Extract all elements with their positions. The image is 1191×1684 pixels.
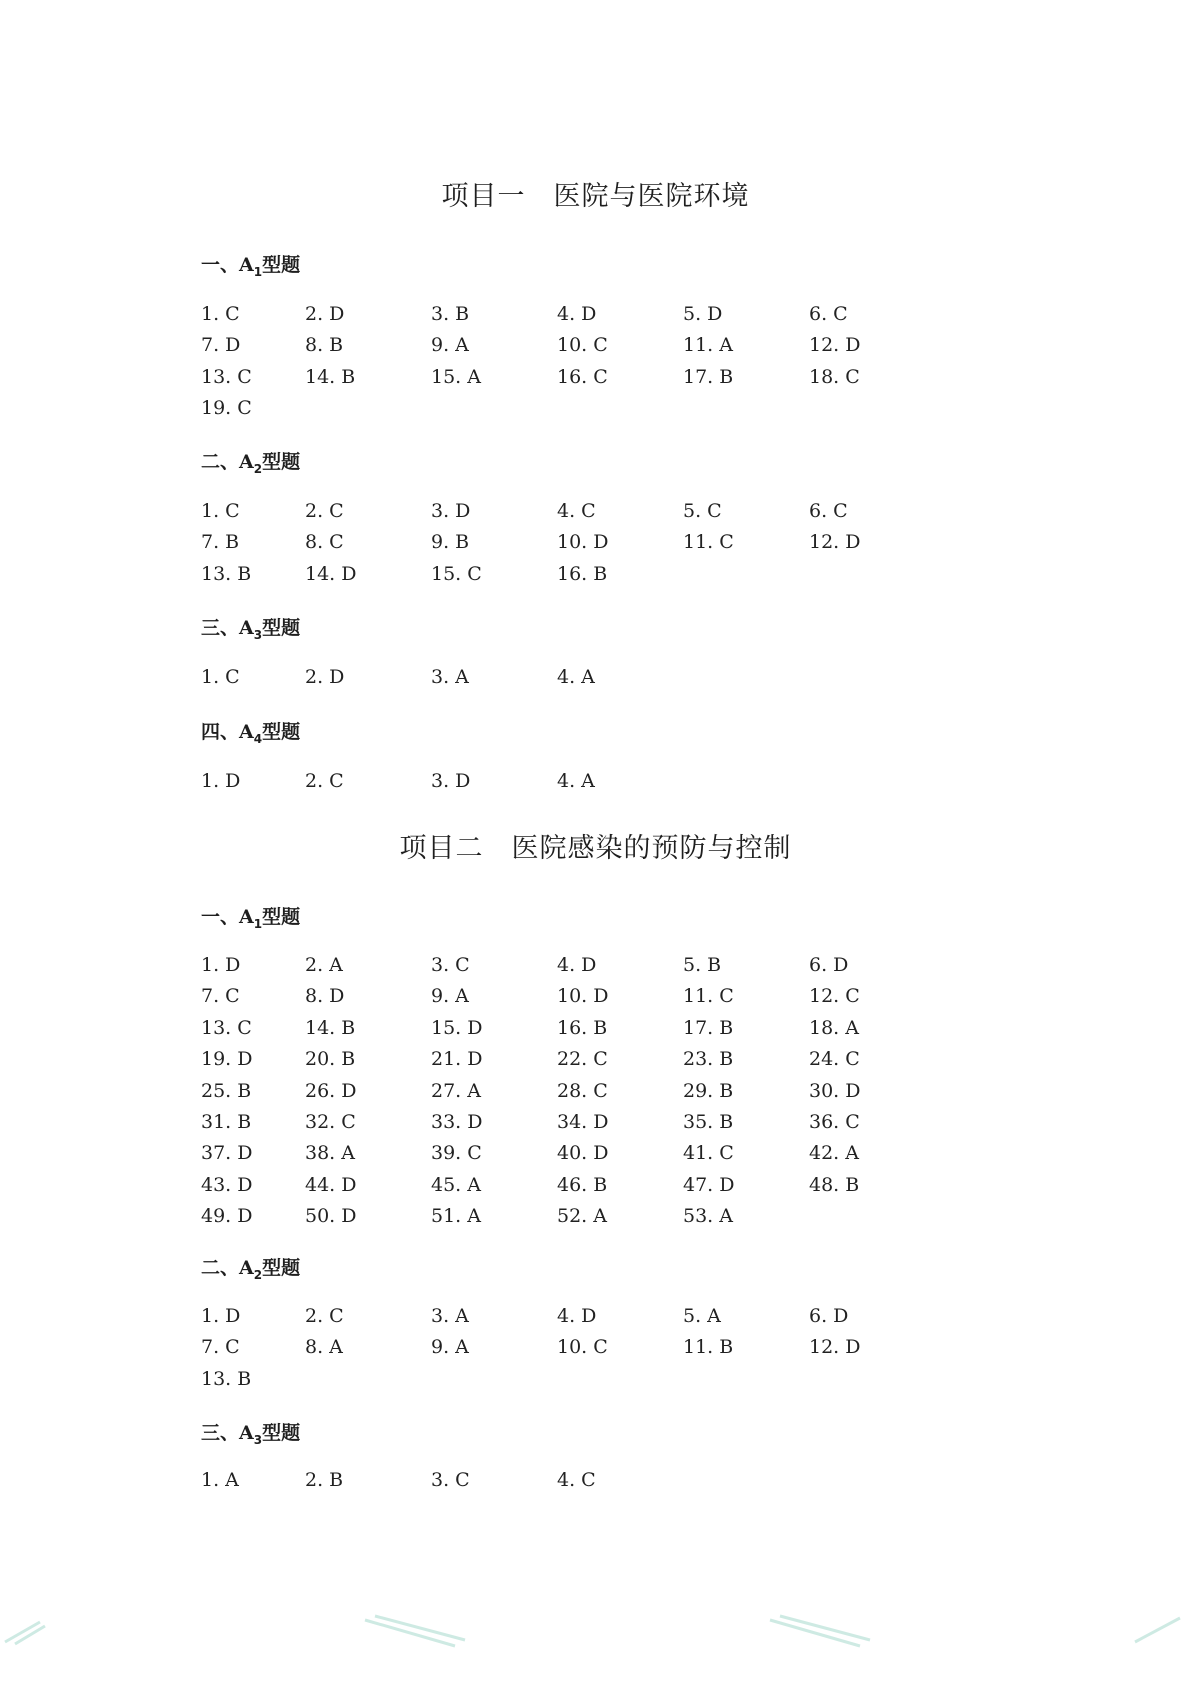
answer-item: 25. B <box>201 1079 252 1102</box>
p2-section-2-heading: 二、$A_2$型题 <box>201 1257 301 1282</box>
answer-item: 7. D <box>201 334 241 357</box>
answer-item: 20. B <box>305 1048 356 1071</box>
answer-item: 17. B <box>683 1016 734 1039</box>
answer-row <box>201 1465 1101 1496</box>
answer-item: 35. B <box>683 1110 734 1133</box>
answer-item: 2. D <box>305 666 345 688</box>
answer-item: 2. A <box>305 954 343 976</box>
answer-item: 3. C <box>431 954 470 976</box>
answer-row <box>201 662 1101 693</box>
answer-item: 30. D <box>809 1079 861 1102</box>
answer-item: 3. C <box>431 1469 470 1491</box>
answer-item: 8. B <box>305 334 344 357</box>
answer-item: 42. A <box>809 1142 859 1165</box>
p1-section-1-answers <box>201 299 1101 425</box>
answer-row <box>201 330 1101 361</box>
answer-item: 12. D <box>809 1336 861 1359</box>
answer-row <box>201 1076 1101 1107</box>
watermark-icon <box>760 1612 880 1652</box>
answer-item: 11. C <box>683 985 734 1008</box>
answer-item: 24. C <box>809 1048 860 1071</box>
answer-item: 2. D <box>305 303 345 325</box>
answer-item: 9. A <box>431 334 469 357</box>
answer-row <box>201 1301 1101 1332</box>
answer-item: 16. B <box>557 1016 608 1039</box>
answer-item: 17. B <box>683 365 734 388</box>
answer-row <box>201 1201 1101 1232</box>
answer-item: 4. D <box>557 1305 597 1327</box>
answer-item: 15. C <box>431 562 482 585</box>
answer-item: 13. C <box>201 1016 252 1039</box>
answer-row <box>201 393 1101 424</box>
p1-section-4-answers <box>201 766 1101 797</box>
p1-section-1-heading: 一、$A_1$型题 <box>201 254 301 279</box>
answer-row <box>201 950 1101 981</box>
p2-section-1-answers <box>201 950 1101 1233</box>
answer-item: 10. C <box>557 334 608 357</box>
answer-item: 2. B <box>305 1469 344 1491</box>
p1-section-2-heading: 二、$A_2$型题 <box>201 451 301 476</box>
answer-row <box>201 981 1101 1012</box>
answer-item: 3. A <box>431 1305 469 1327</box>
answer-item: 15. A <box>431 365 481 388</box>
answer-item: 53. A <box>683 1205 733 1228</box>
answer-item: 12. C <box>809 985 860 1008</box>
answer-item: 1. D <box>201 770 241 792</box>
answer-item: 1. C <box>201 500 240 522</box>
answer-item: 21. D <box>431 1048 483 1071</box>
project-1-title: 项目一 医院与医院环境 <box>441 181 750 212</box>
answer-item: 5. C <box>683 500 722 522</box>
answer-item: 48. B <box>809 1173 860 1196</box>
answer-item: 46. B <box>557 1173 608 1196</box>
answer-item: 39. C <box>431 1142 482 1165</box>
answer-row <box>201 559 1101 590</box>
p2-section-1-heading: 一、$A_1$型题 <box>201 906 301 931</box>
answer-item: 6. C <box>809 303 848 325</box>
p2-section-3-answers <box>201 1465 1101 1496</box>
p1-section-4-heading: 四、$A_4$型题 <box>201 721 301 746</box>
answer-item: 49. D <box>201 1205 253 1228</box>
answer-row <box>201 496 1101 527</box>
answer-item: 23. B <box>683 1048 734 1071</box>
answer-item: 9. B <box>431 531 470 554</box>
p2-section-3-heading: 三、$A_3$型题 <box>201 1422 301 1447</box>
answer-item: 3. D <box>431 770 471 792</box>
answer-item: 7. C <box>201 985 240 1008</box>
answer-item: 12. D <box>809 531 861 554</box>
answer-item: 31. B <box>201 1110 252 1133</box>
answer-item: 18. A <box>809 1016 859 1039</box>
answer-item: 4. C <box>557 500 596 522</box>
answer-item: 3. B <box>431 303 470 325</box>
answer-item: 37. D <box>201 1142 253 1165</box>
answer-item: 1. A <box>201 1469 239 1491</box>
answer-item: 34. D <box>557 1110 609 1133</box>
project-2-title: 项目二 医院感染的预防与控制 <box>399 833 792 864</box>
answer-item: 27. A <box>431 1079 481 1102</box>
answer-item: 6. D <box>809 1305 849 1327</box>
answer-item: 10. D <box>557 985 609 1008</box>
answer-item: 5. B <box>683 954 722 976</box>
answer-item: 1. C <box>201 303 240 325</box>
answer-row <box>201 766 1101 797</box>
watermark-icon <box>0 1612 120 1652</box>
answer-item: 13. B <box>201 562 252 585</box>
answer-item: 47. D <box>683 1173 735 1196</box>
answer-item: 15. D <box>431 1016 483 1039</box>
answer-item: 2. C <box>305 770 344 792</box>
answer-row <box>201 527 1101 558</box>
answer-row <box>201 1013 1101 1044</box>
answer-item: 16. C <box>557 365 608 388</box>
answer-item: 11. B <box>683 1336 734 1359</box>
answer-item: 2. C <box>305 500 344 522</box>
answer-item: 6. C <box>809 500 848 522</box>
watermark-icon <box>355 1612 475 1652</box>
answer-item: 10. D <box>557 531 609 554</box>
answer-item: 5. D <box>683 303 723 325</box>
answer-item: 1. D <box>201 1305 241 1327</box>
answer-row <box>201 1107 1101 1138</box>
answer-item: 10. C <box>557 1336 608 1359</box>
answer-item: 1. D <box>201 954 241 976</box>
p2-section-2-answers <box>201 1301 1101 1395</box>
answer-item: 45. A <box>431 1173 481 1196</box>
answer-item: 26. D <box>305 1079 357 1102</box>
answer-item: 13. C <box>201 365 252 388</box>
answer-item: 4. A <box>557 770 595 792</box>
p1-section-2-answers <box>201 496 1101 590</box>
answer-item: 29. B <box>683 1079 734 1102</box>
answer-item: 4. D <box>557 303 597 325</box>
answer-item: 13. B <box>201 1367 252 1390</box>
answer-item: 32. C <box>305 1110 356 1133</box>
answer-item: 28. C <box>557 1079 608 1102</box>
answer-item: 22. C <box>557 1048 608 1071</box>
answer-item: 14. D <box>305 562 357 585</box>
answer-item: 44. D <box>305 1173 357 1196</box>
answer-item: 51. A <box>431 1205 481 1228</box>
answer-item: 41. C <box>683 1142 734 1165</box>
answer-item: 8. A <box>305 1336 343 1359</box>
answer-item: 3. A <box>431 666 469 688</box>
answer-row <box>201 362 1101 393</box>
answer-item: 2. C <box>305 1305 344 1327</box>
answer-item: 36. C <box>809 1110 860 1133</box>
answer-row <box>201 1138 1101 1169</box>
answer-row <box>201 1044 1101 1075</box>
answer-item: 6. D <box>809 954 849 976</box>
answer-row <box>201 299 1101 330</box>
answer-item: 9. A <box>431 985 469 1008</box>
answer-item: 9. A <box>431 1336 469 1359</box>
answer-item: 4. C <box>557 1469 596 1491</box>
answer-item: 4. A <box>557 666 595 688</box>
answer-item: 7. B <box>201 531 240 554</box>
answer-row <box>201 1364 1101 1395</box>
watermark-icon <box>1130 1612 1191 1652</box>
answer-item: 40. D <box>557 1142 609 1165</box>
answer-item: 8. C <box>305 531 344 554</box>
answer-item: 12. D <box>809 334 861 357</box>
answer-item: 38. A <box>305 1142 355 1165</box>
answer-row <box>201 1332 1101 1363</box>
answer-item: 16. B <box>557 562 608 585</box>
answer-item: 43. D <box>201 1173 253 1196</box>
answer-item: 3. D <box>431 500 471 522</box>
answer-row <box>201 1170 1101 1201</box>
answer-item: 33. D <box>431 1110 483 1133</box>
answer-item: 7. C <box>201 1336 240 1359</box>
answer-item: 14. B <box>305 1016 356 1039</box>
answer-item: 50. D <box>305 1205 357 1228</box>
p1-section-3-answers <box>201 662 1101 693</box>
answer-item: 4. D <box>557 954 597 976</box>
answer-item: 19. D <box>201 1048 253 1071</box>
answer-item: 1. C <box>201 666 240 688</box>
answer-item: 5. A <box>683 1305 721 1327</box>
answer-item: 19. C <box>201 397 252 420</box>
answer-item: 8. D <box>305 985 345 1008</box>
answer-item: 18. C <box>809 365 860 388</box>
answer-item: 11. C <box>683 531 734 554</box>
answer-item: 14. B <box>305 365 356 388</box>
p1-section-3-heading: 三、$A_3$型题 <box>201 617 301 642</box>
answer-item: 11. A <box>683 334 733 357</box>
answer-item: 52. A <box>557 1205 607 1228</box>
